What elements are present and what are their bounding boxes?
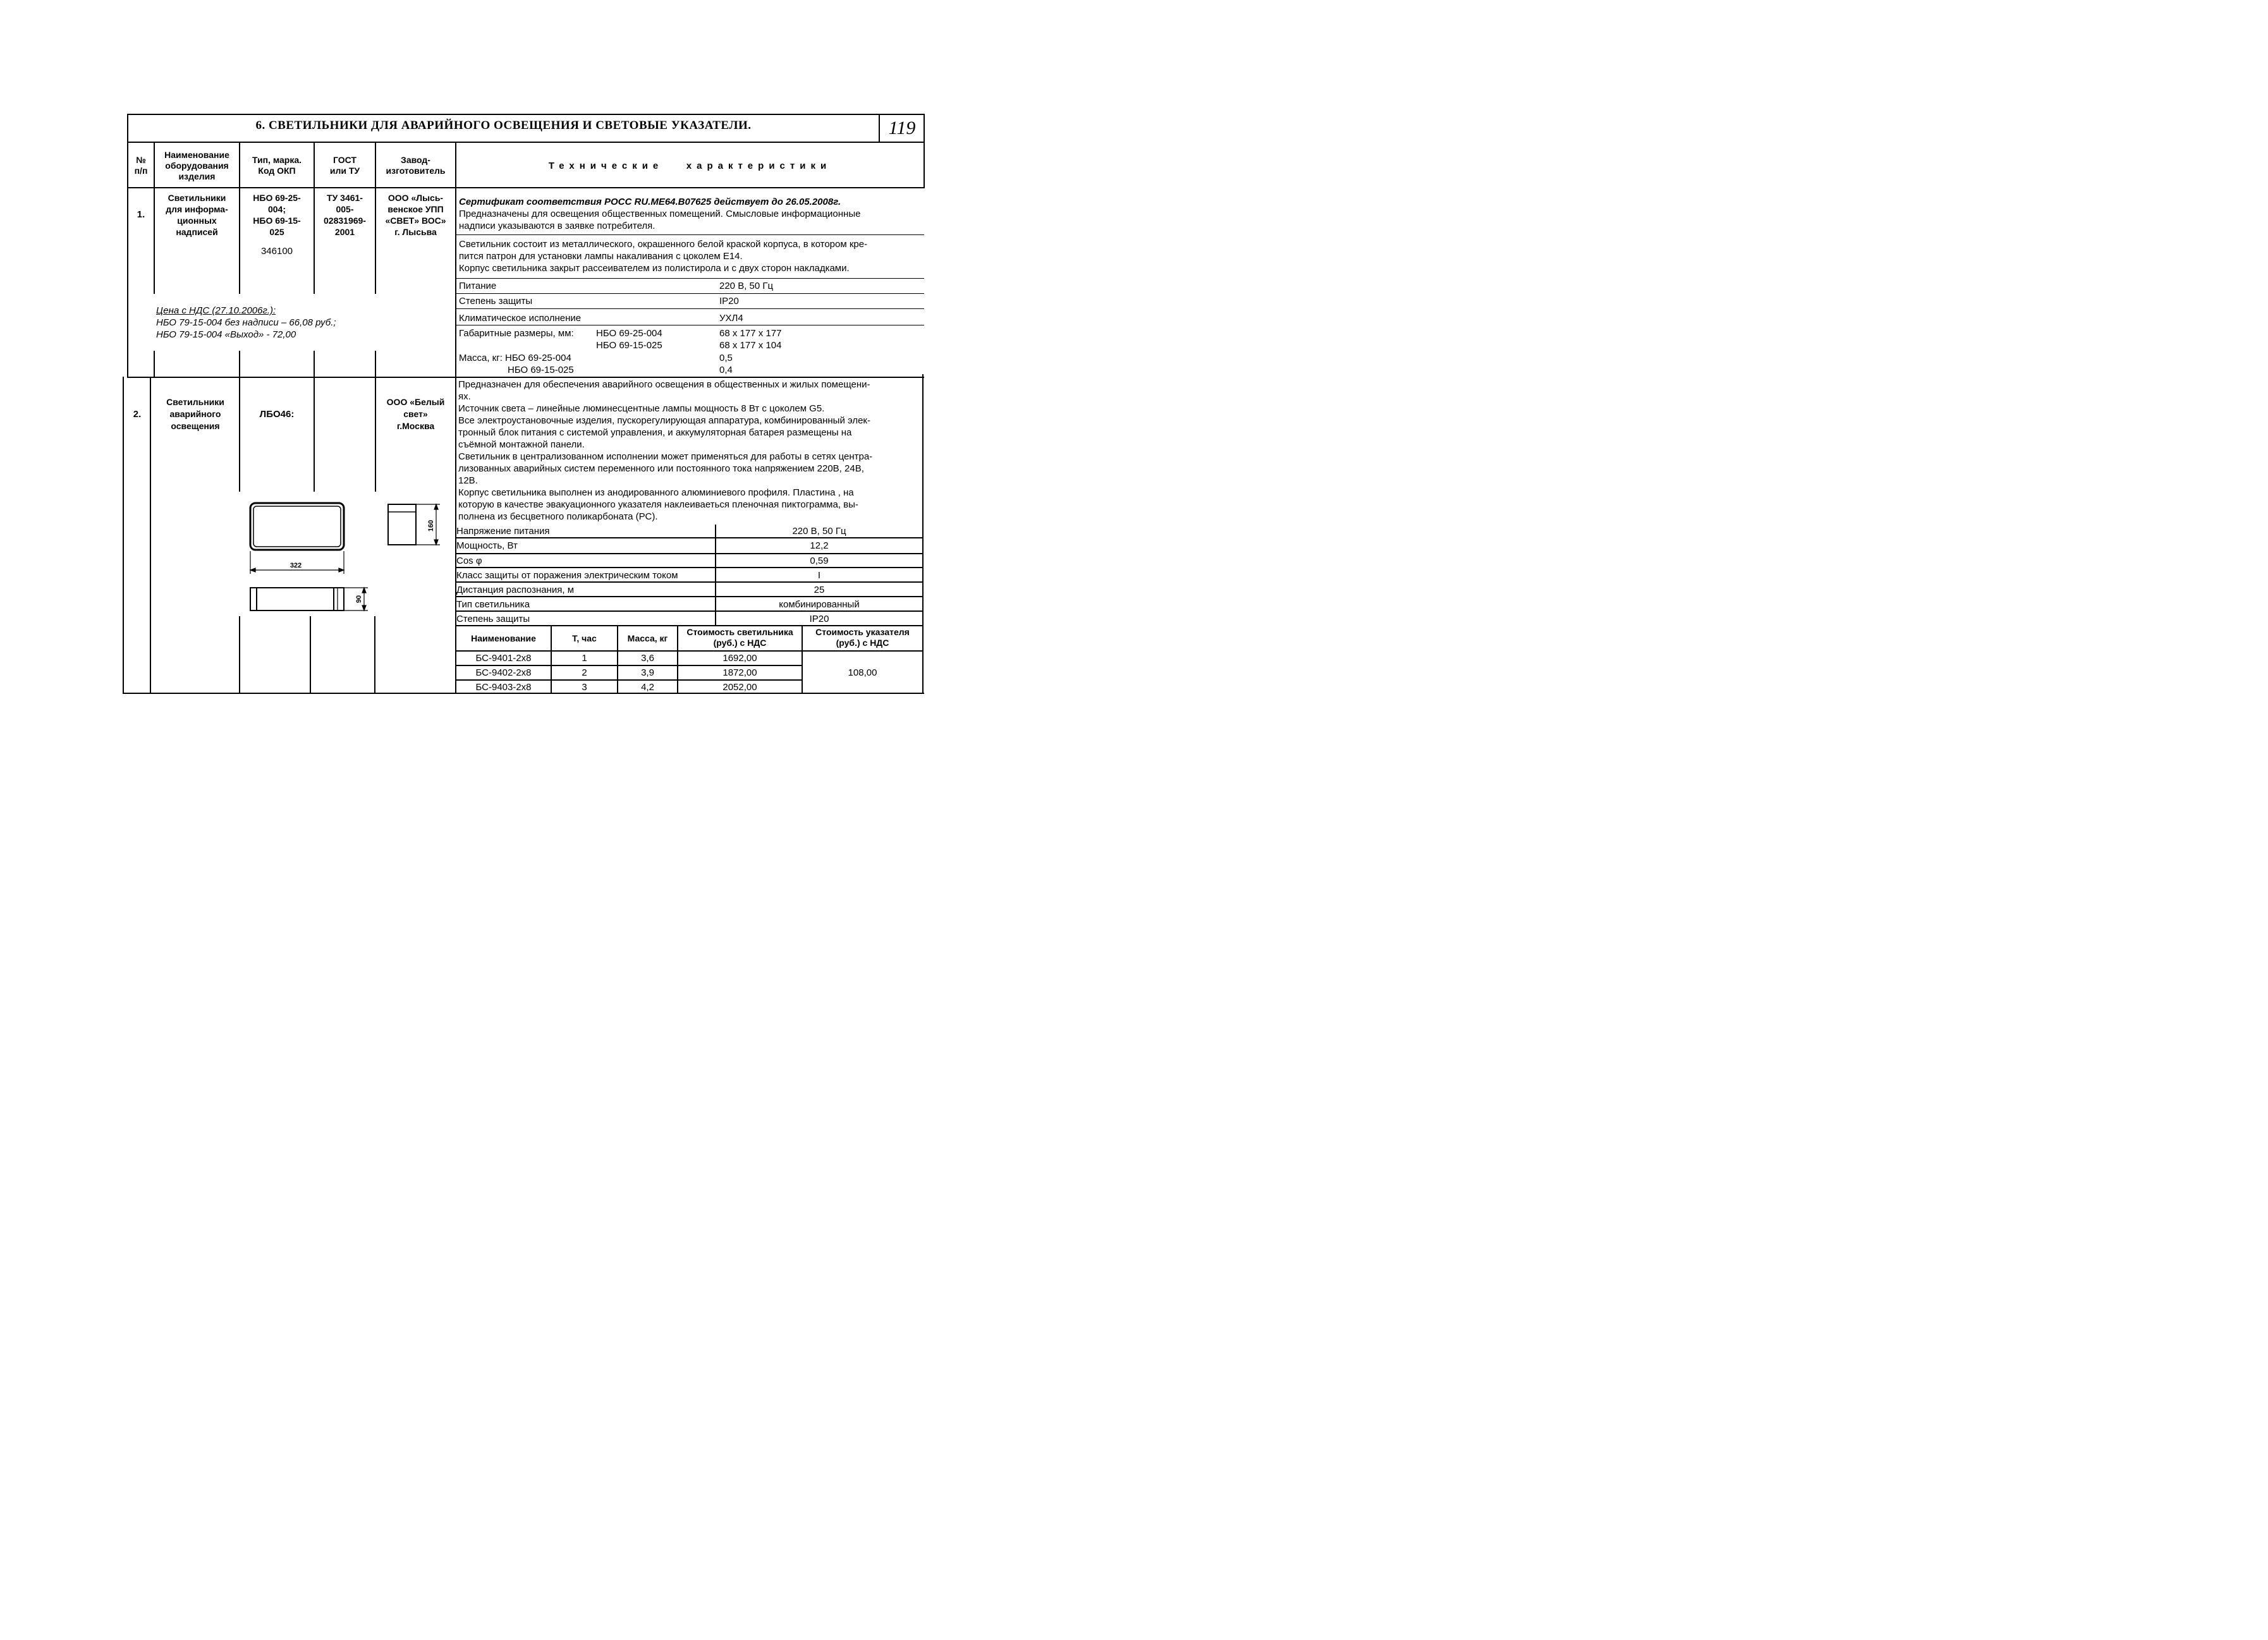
side-view-outline [250, 588, 344, 610]
row2-spec-label: Класс защиты от поражения электрическим током [456, 570, 678, 581]
row1-spec-dims-model-2: НБО 69-15-025 [596, 340, 662, 351]
price-header-indicator: Стоимость указателя (руб.) с НДС [815, 627, 910, 648]
row2-name: Светильники аварийного освещения [166, 397, 224, 431]
luminaire-drawing [240, 493, 379, 619]
row1-price-line-1: НБО 79-15-004 без надписи – 66,08 руб.; [156, 317, 336, 328]
width-dimension-label: 322 [290, 562, 302, 569]
row2-spec-label: Степень защиты [456, 614, 530, 624]
col-header-number: № п/п [134, 155, 148, 176]
end-view-outline [388, 504, 416, 545]
price-header-time: Т, час [572, 633, 597, 643]
price-row-time: 1 [582, 653, 587, 664]
col-header-name: Наименование оборудования изделия [164, 150, 229, 181]
row2-spec-value: I [817, 570, 821, 581]
row2-spec-label: Cos φ [456, 556, 482, 566]
row1-price-line-2: НБО 79-15-004 «Выход» - 72,00 [156, 329, 296, 340]
row2-type: ЛБО46: [259, 409, 295, 420]
row1-spec-climate-label: Климатическое исполнение [459, 313, 582, 324]
price-header-luminaire: Стоимость светильника (руб.) с НДС [686, 627, 793, 648]
price-row-time: 2 [582, 667, 587, 678]
row2-number: 2. [133, 409, 142, 420]
price-header-name: Наименование [471, 633, 536, 643]
row1-gost: ТУ 3461- 005- 02831969- 2001 [324, 193, 366, 237]
row1-spec-mass-label: Масса, кг: НБО 69-25-004 [459, 353, 571, 363]
page-title: 6. СВЕТИЛЬНИКИ ДЛЯ АВАРИЙНОГО ОСВЕЩЕНИЯ И СВЕТОВЫЕ УКАЗАТЕЛИ. [255, 119, 752, 132]
price-row-cost: 2052,00 [722, 682, 757, 693]
row1-spec-protection-label: Степень защиты [459, 296, 533, 307]
row1-purpose: Предназначены для освещения общественных помещений. Смысловые информационные надписи указываются в заявке потребителя. [459, 209, 861, 231]
col-header-type: Тип, марка. Код ОКП [252, 155, 302, 176]
row1-spec-protection-value: IP20 [719, 296, 739, 307]
row1-spec-power-label: Питание [459, 281, 497, 291]
row1-spec-power-value: 220 В, 50 Гц [719, 281, 774, 291]
price-row-mass: 3,6 [641, 653, 654, 664]
row1-okp: 346100 [260, 246, 293, 257]
row1-certificate: Сертификат соответствия РОСС RU.МЕ64.В07625 действует до 26.05.2008г. [459, 197, 841, 207]
price-row-name: БС-9402-2x8 [475, 667, 532, 678]
price-header-mass: Масса, кг [627, 633, 668, 643]
row2-spec-label: Дистанция распознания, м [456, 585, 575, 595]
row2-spec-label: Тип светильника [456, 599, 530, 610]
price-row-time: 3 [582, 682, 587, 693]
row2-spec-value: 25 [814, 585, 825, 595]
row1-spec-mass-model-2: НБО 69-15-025 [508, 365, 574, 375]
row1-spec-dims-model-1: НБО 69-25-004 [596, 328, 662, 339]
col-header-gost: ГОСТ или ТУ [329, 155, 360, 176]
price-row-cost: 1692,00 [722, 653, 757, 664]
row1-spec-mass-value-2: 0,4 [719, 365, 733, 375]
indicator-price: 108,00 [848, 667, 877, 678]
row2-maker: ООО «Белый свет» г.Москва [386, 397, 445, 431]
row2-spec-label: Мощность, Вт [456, 540, 518, 551]
row1-number: 1. [137, 209, 145, 220]
front-view-outline [250, 503, 344, 550]
col-header-maker: Завод- изготовитель [386, 155, 446, 176]
luminaire-end-view [386, 499, 449, 550]
row1-spec-dims-label: Габаритные размеры, мм: [459, 328, 574, 339]
row1-price-title: Цена с НДС (27.10.2006г.): [156, 305, 276, 316]
row1-spec-mass-value-1: 0,5 [719, 353, 733, 363]
row1-spec-climate-value: УХЛ4 [719, 313, 743, 324]
col-header-tech: Технические характеристики [548, 161, 832, 171]
row1-name: Светильники для информа- ционных надписей [166, 193, 228, 237]
price-row-mass: 3,9 [641, 667, 654, 678]
price-row-mass: 4,2 [641, 682, 654, 693]
depth-dimension-label: 90 [355, 595, 363, 604]
price-row-name: БС-9401-2x8 [475, 653, 532, 664]
row2-spec-value: 220 В, 50 Гц [792, 526, 846, 537]
height-dimension-label: 160 [427, 519, 435, 532]
row1-maker: ООО «Лысь- венское УПП «СВЕТ» ВОС» г. Лысьва [385, 193, 446, 237]
row2-spec-value: 12,2 [810, 540, 829, 551]
row1-spec-dims-value-1: 68 x 177 x 177 [719, 328, 782, 339]
page-number: 119 [888, 118, 916, 138]
row2-description: Предназначен для обеспечения аварийного освещения в общественных и жилых помещени- ях. Источник света – линейные люминесцентные лампы мощность 8 Вт с цоколем G5. Все электроустановочные изделия, пускорегулирующая аппаратура, комбинированный элек- тронный блок питания с системой управления, и аккумуляторная батарея размещены на съёмной монтажной панели. Светильник в централизованном исполнении может применяться для работы в сетях центра- лизованных аварийных систем переменного или постоянного тока напряжением 220В, 24В, 12В. Корпус светильника выполнен из анодированного алюминиевого профиля. Пластина , на которую в качестве эвакуационного указателя наклеиваеться пленочная пиктограмма, вы- полнена из бесцветного поликарбоната (РС). [458, 379, 873, 522]
row1-spec-dims-value-2: 68 x 177 x 104 [719, 340, 782, 351]
row1-type: НБО 69-25- 004; НБО 69-15- 025 [253, 193, 301, 237]
row2-spec-value: комбинированный [779, 599, 860, 610]
row2-spec-value: 0,59 [810, 556, 829, 566]
price-row-cost: 1872,00 [722, 667, 757, 678]
row2-spec-label: Напряжение питания [456, 526, 550, 537]
price-row-name: БС-9403-2x8 [475, 682, 532, 693]
row2-spec-value: IP20 [809, 614, 829, 624]
row1-description: Светильник состоит из металлического, окрашенного белой краской корпуса, в котором кре- пится патрон для установки лампы накаливания с цоколем Е14. Корпус светильника закрыт рассеивателем из полистирола и с двух сторон накладками. [459, 239, 868, 274]
